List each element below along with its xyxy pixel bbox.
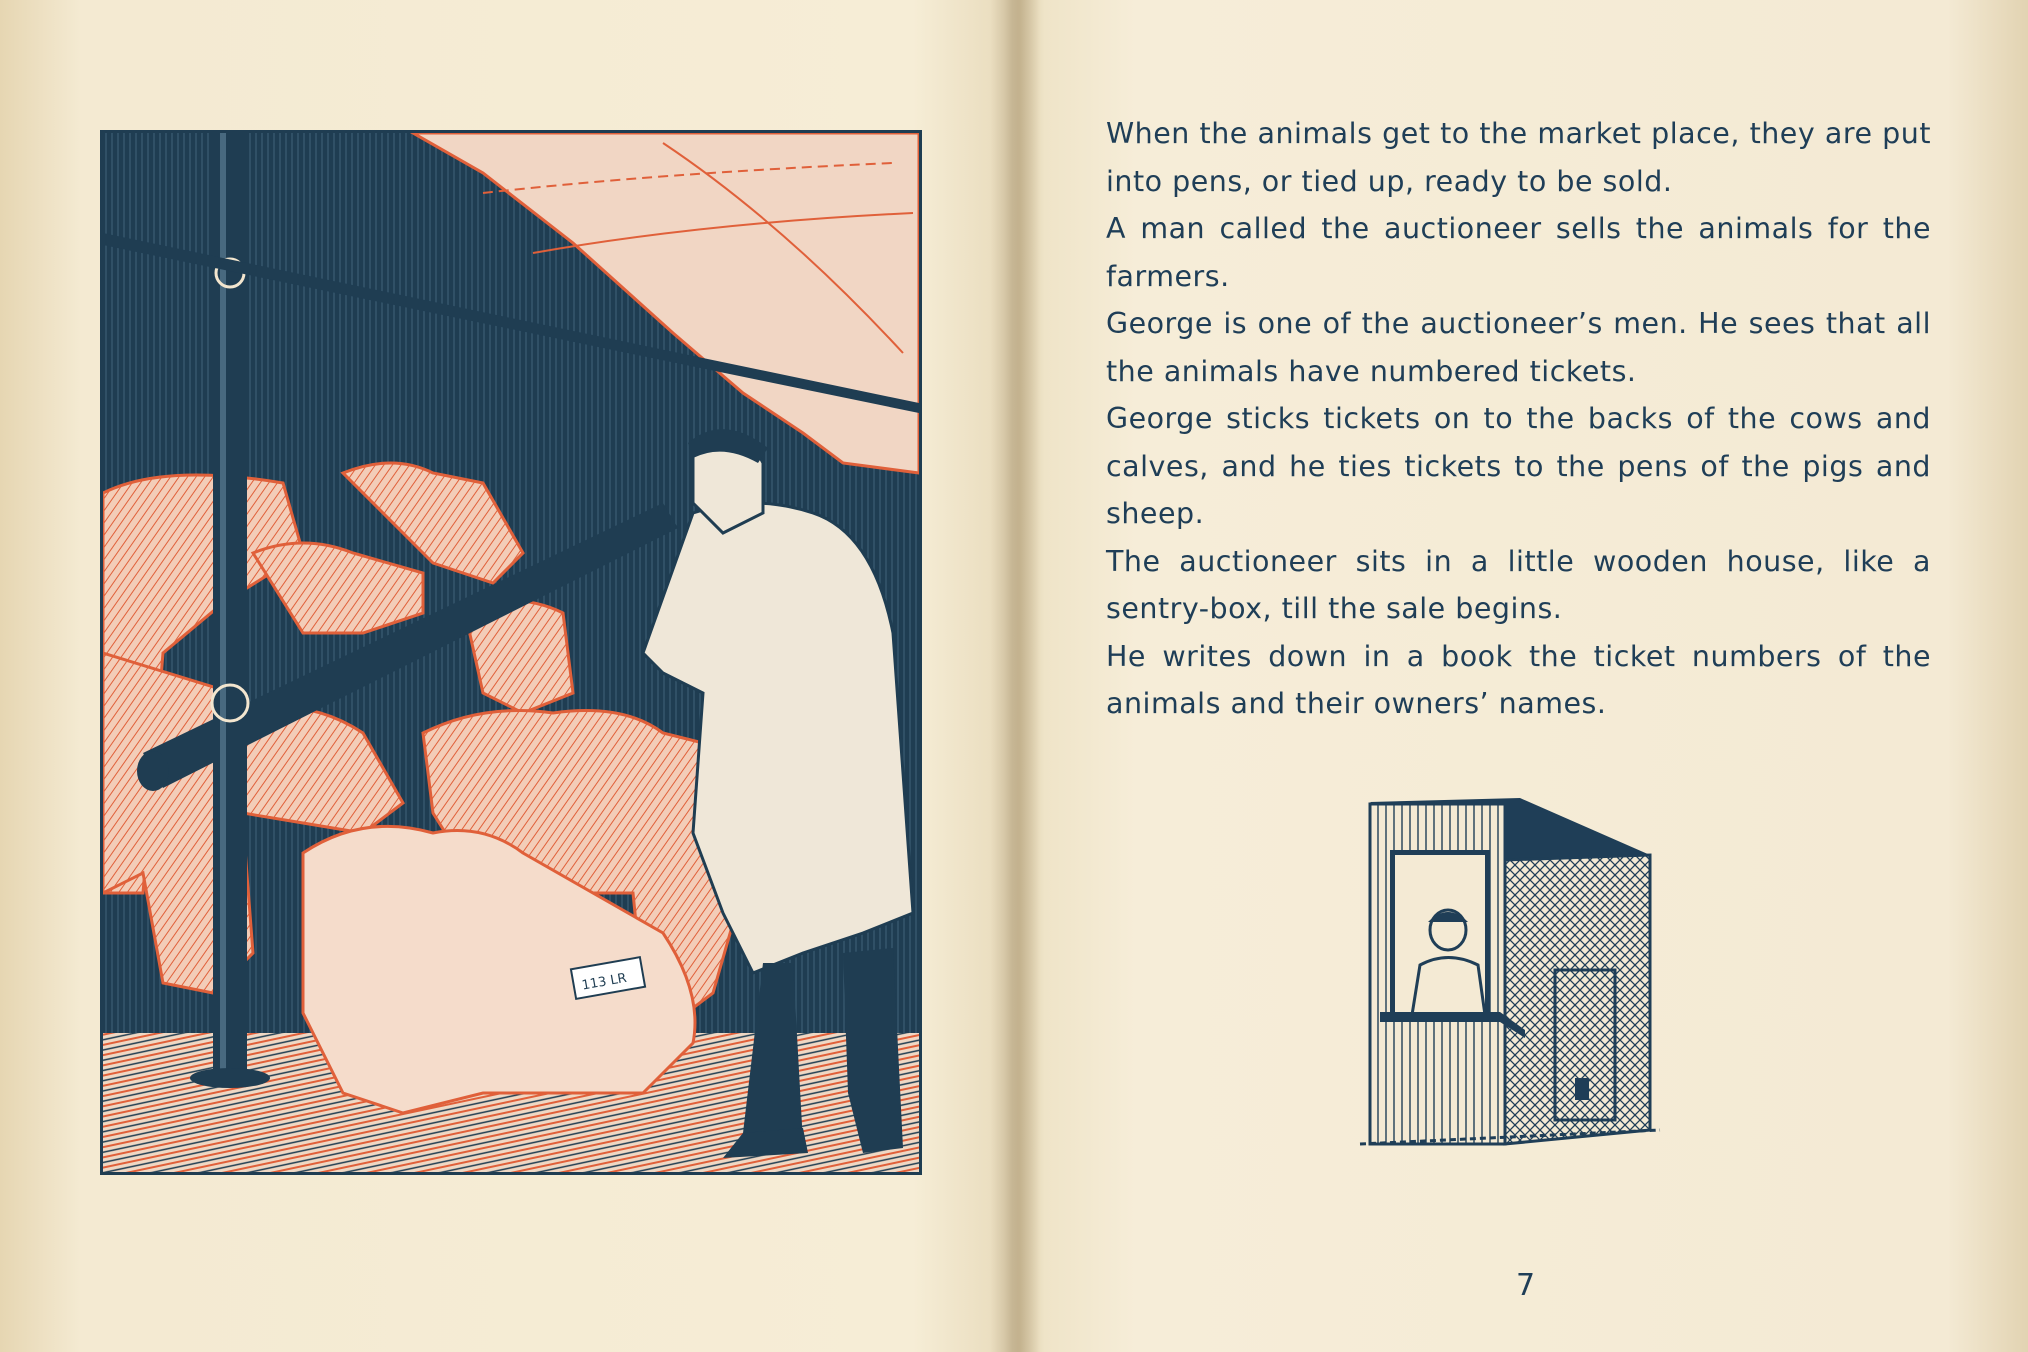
paragraph-4: George sticks tickets on to the backs of the cows and calves, and he ties tickets to the pens of the pigs and sheep. [1106, 402, 1931, 530]
paragraph-5: The auctioneer sits in a little wooden house, like a sentry-box, till the sale begins. [1106, 544, 1931, 625]
paragraph-2: A man called the auctioneer sells the animals for the farmers. [1106, 212, 1931, 293]
sentry-box-illustration [1350, 790, 1690, 1160]
left-page [0, 0, 1010, 1352]
page-number: 7 [1516, 1268, 1536, 1303]
post [213, 133, 247, 1073]
cattle-pen-illustration [100, 130, 922, 1175]
paragraph-3: George is one of the auctioneer’s men. He sees that all the animals have numbered tickets. [1106, 307, 1931, 388]
body-text [1106, 110, 1931, 728]
ticket-label: 113 LR [580, 970, 628, 994]
paragraph-1: When the animals get to the market place, they are put into pens, or tied up, ready to be sold. [1106, 117, 1931, 198]
paragraph-6: He writes down in a book the ticket numbers of the animals and their owners’ names. [1106, 639, 1931, 720]
right-page [1010, 0, 2028, 1352]
